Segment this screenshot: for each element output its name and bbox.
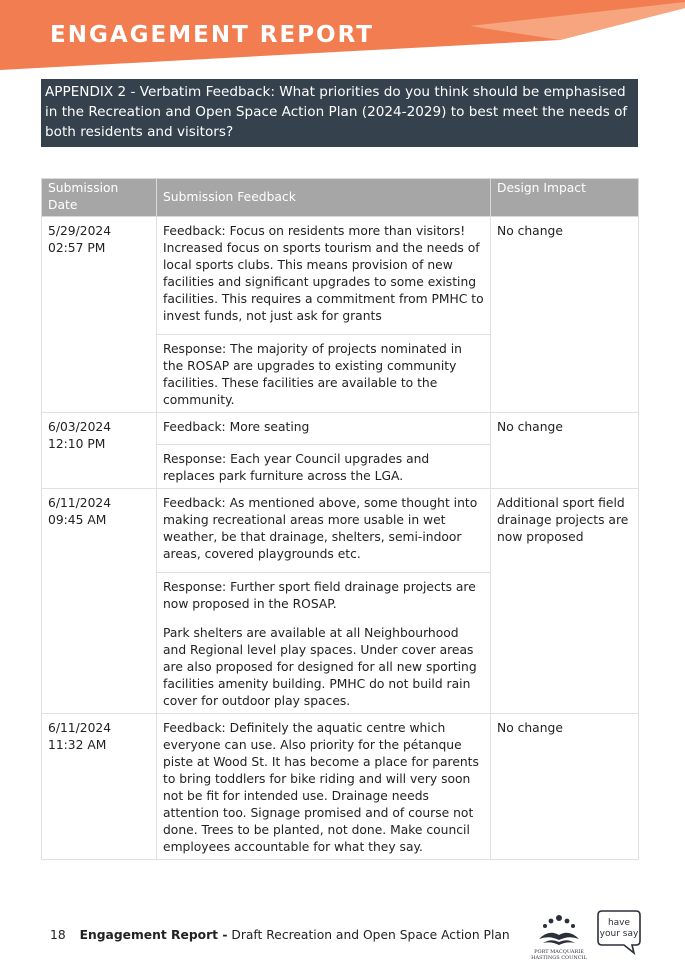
submission-date: 6/03/2024 12:10 PM: [42, 413, 157, 489]
pmhc-logo-line1: PORT MACQUARIE: [534, 949, 584, 955]
design-impact: No change: [491, 217, 639, 413]
response-text: [157, 572, 490, 713]
feedback-cell: [157, 413, 491, 489]
feedback-paragraph: Feedback: More seating: [163, 420, 310, 434]
feedback-paragraph: Feedback: Focus on residents more than visitors! Increased focus on sports tourism and the needs of local sports clubs. This means provision of new facilities and significant upgrades to some existing facilities. This requires a commitment from PMHC to invest funds, not just ask for grants: [163, 224, 484, 323]
page-number: 18: [50, 928, 66, 942]
feedback-text: [157, 217, 490, 334]
table-row: [42, 413, 639, 489]
design-impact: Additional sport field drainage projects are now proposed: [491, 489, 639, 714]
column-header-impact: Design Impact: [491, 179, 639, 217]
feedback-paragraph: Feedback: Definitely the aquatic centre which everyone can use. Also priority for the pétanque piste at Wood St. It has become a place for parents to bring toddlers for bike riding and will very soon not be fit for intended use. Drainage needs attention too. Signage promised and of course not done. Trees to be planted, not done. Make council employees accountable for what they say.: [163, 721, 479, 854]
design-impact: No change: [491, 413, 639, 489]
feedback-text: [157, 489, 490, 572]
appendix-heading: APPENDIX 2 - Verbatim Feedback: What priorities do you think should be emphasised in the Recreation and Open Space Action Plan (2024-2029) to best meet the needs of both residents and visitors?: [41, 79, 638, 147]
table-row: [42, 489, 639, 714]
feedback-text: [157, 413, 490, 444]
feedback-cell: [157, 714, 491, 860]
response-text: [157, 334, 490, 412]
submission-date: 5/29/2024 02:57 PM: [42, 217, 157, 413]
table-header-row: [42, 179, 639, 217]
response-text: [157, 444, 490, 488]
table-row: [42, 217, 639, 413]
feedback-text: [157, 714, 490, 859]
have-your-say-line2: your say: [599, 929, 639, 939]
speech-bubble-icon: [596, 908, 642, 956]
have-your-say-line1: have: [607, 918, 631, 928]
submission-date: 6/11/2024 09:45 AM: [42, 489, 157, 714]
column-header-feedback: Submission Feedback: [157, 179, 491, 217]
pmhc-logo-icon: [527, 909, 591, 961]
footer-report-name: Engagement Report -: [79, 928, 228, 942]
feedback-cell: [157, 217, 491, 413]
submission-date: 6/11/2024 11:32 AM: [42, 714, 157, 860]
page-footer: [50, 928, 510, 942]
feedback-paragraph: Feedback: As mentioned above, some thought into making recreational areas more usable in wet weather, be that drainage, shelters, semi-indoor areas, covered playgrounds etc.: [163, 496, 478, 561]
feedback-table: [41, 178, 639, 860]
table-row: [42, 714, 639, 860]
design-impact: No change: [491, 714, 639, 860]
response-paragraph: Response: Further sport field drainage projects are now proposed in the ROSAP.: [163, 580, 476, 611]
feedback-cell: [157, 489, 491, 714]
response-paragraph: Response: The majority of projects nominated in the ROSAP are upgrades to existing community facilities. These facilities are available to the community.: [163, 342, 462, 407]
response-paragraph: Response: Each year Council upgrades and replaces park furniture across the LGA.: [163, 452, 430, 483]
footer-report-subtitle: Draft Recreation and Open Space Action Plan: [231, 928, 510, 942]
column-header-date: Submission Date: [42, 179, 157, 217]
response-paragraph: Park shelters are available at all Neighbourhood and Regional level play spaces. Under cover areas are also proposed for designed for all new sporting facilities amenity building. PMHC do not build rain cover for outdoor play spaces.: [163, 626, 477, 708]
pmhc-logo-line2: HASTINGS COUNCIL: [531, 955, 587, 961]
report-title: ENGAGEMENT REPORT: [50, 22, 374, 48]
